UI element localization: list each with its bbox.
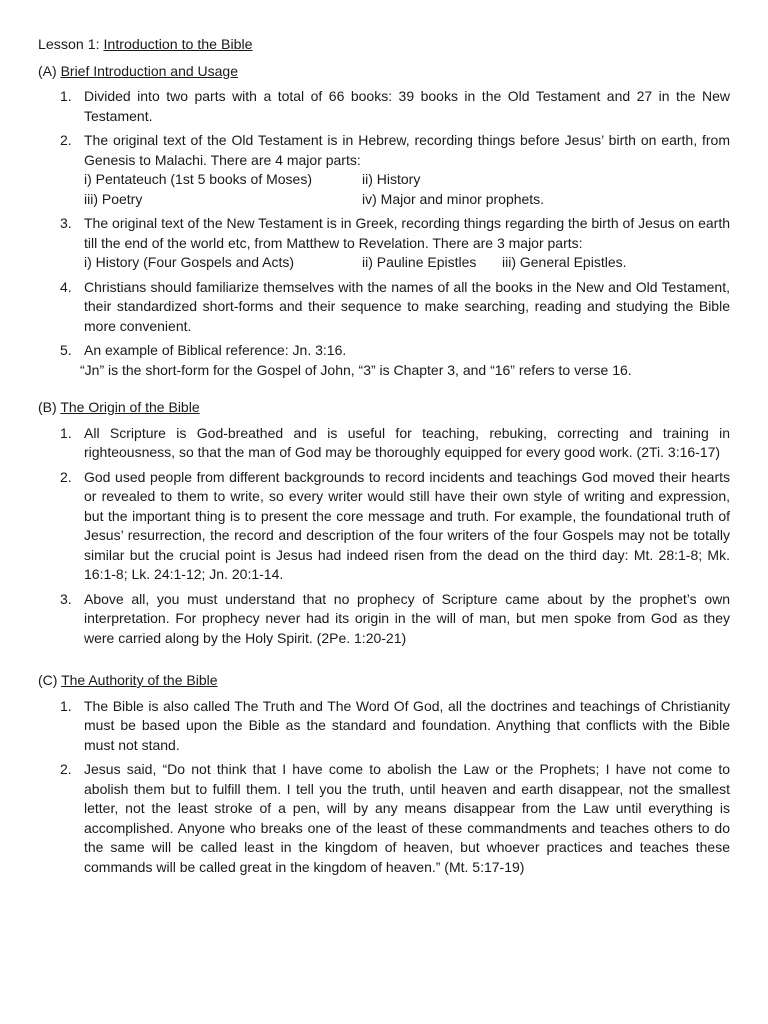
part-label: i) History (Four Gospels and Acts): [84, 254, 295, 270]
section-b-title: The Origin of the Bible: [60, 399, 200, 415]
item-number: 3.: [60, 215, 72, 231]
item-number: 1.: [60, 697, 72, 714]
reference-explanation: “Jn” is the short-form for the Gospel of John, “3” is Chapter 3, and “16” refers to verse 16.: [80, 361, 632, 378]
item-number: 4.: [60, 278, 72, 295]
list-item: [38, 760, 730, 877]
lesson-title-text: Introduction to the Bible: [103, 37, 253, 53]
lesson-prefix: Lesson 1:: [38, 37, 100, 53]
list-item: [38, 131, 730, 209]
section-c-heading: [38, 671, 730, 691]
list-item: [38, 697, 730, 756]
section-c-label: (C): [38, 672, 58, 688]
part-label: ii) History: [362, 171, 421, 187]
section-spacer: [38, 380, 730, 398]
item-number: 2.: [60, 132, 72, 148]
parts-row: [84, 170, 730, 190]
item-text: Christians should familiarize themselves with the names of all the books in the New and Old Testament, their standardized short-forms and their sequence to make searching, reading and studying the Bible more convenient.: [84, 278, 730, 334]
item-text: All Scripture is God-breathed and is useful for teaching, rebuking, correcting and training in righteousness, so that the man of God may be thoroughly equipped for every good work. (2Ti. 3:16-17): [84, 424, 730, 460]
lesson-title: [38, 36, 730, 56]
section-b-heading: [38, 398, 730, 418]
section-a-heading: [38, 62, 730, 82]
part-label: iii) General Epistles.: [502, 254, 627, 270]
item-text: Divided into two parts with a total of 66 books: 39 books in the Old Testament and 27 in the New Testament.: [84, 88, 730, 124]
section-b-label: (B): [38, 399, 57, 415]
item-text: The original text of the New Testament is in Greek, recording things regarding the birth of Jesus on earth till the end of the world etc, from Matthew to Revelation. There are 3 major parts:: [84, 215, 730, 251]
list-item: [38, 87, 730, 126]
section-c-list: [38, 697, 730, 878]
parts-row: [84, 253, 730, 273]
section-b: [38, 398, 730, 648]
section-a-label: (A): [38, 62, 57, 79]
section-a-title: Brief Introduction and Usage: [60, 62, 239, 79]
item-text: Above all, you must understand that no prophecy of Scripture came about by the prophet’s own interpretation. For prophecy never had its origin in the will of man, but men spoke from God as they were carried along by the Holy Spirit. (2Pe. 1:20-21): [84, 590, 730, 646]
section-a-list: [38, 87, 730, 361]
item-text: The original text of the Old Testament is in Hebrew, recording things before Jesus’ birth on earth, from Genesis to Malachi. There are 4 major parts:: [84, 132, 730, 168]
part-label: iv) Major and minor prophets.: [362, 190, 545, 207]
item-number: 1.: [60, 424, 72, 441]
section-c: [38, 671, 730, 877]
parts-row: [84, 190, 730, 210]
item-number: 5.: [60, 342, 72, 358]
list-item: [38, 278, 730, 337]
item-number: 2.: [60, 468, 72, 485]
list-item: [38, 468, 730, 585]
item-text: Jesus said, “Do not think that I have come to abolish the Law or the Prophets; I have not come to abolish them but to fulfill them. I tell you the truth, until heaven and earth disappear, not the smallest letter, not the least stroke of a pen, will by any means disappear from the Law until everything is accomplished. Anyone who breaks one of the least of these commandments and teaches others to do the same will be called least in the kingdom of heaven, but whoever practices and teaches these commands will be called great in the kingdom of heaven.” (Mt. 5:17-19): [84, 761, 730, 875]
item-number: 1.: [60, 88, 72, 104]
section-spacer: [38, 653, 730, 671]
section-c-title: The Authority of the Bible: [61, 672, 218, 688]
list-item: [38, 341, 730, 361]
item-number: 3.: [60, 590, 72, 607]
item-text: An example of Biblical reference: Jn. 3:16.: [84, 342, 347, 358]
item-text: The Bible is also called The Truth and The Word Of God, all the doctrines and teachings of Christianity must be based upon the Bible as the standard and foundation. Anything that conflicts with the Bible must not stand.: [84, 697, 730, 753]
section-b-list: [38, 424, 730, 649]
item-number: 2.: [60, 761, 72, 777]
list-item: [38, 214, 730, 273]
part-label: iii) Poetry: [84, 190, 143, 207]
item-text: God used people from different backgrounds to record incidents and teachings God moved their hearts or revealed to them to write, so every writer would still have their own style of writing and expression, but the important thing is to present the core message and truth. For example, the foundational truth of Jesus’ resurrection, the record and description of the four writers of the four Gospels may not be totally similar but the crucial point is Jesus had indeed risen from the dead on the third day: Mt. 28:1-8; Mk. 16:1-8; Lk. 24:1-12; Jn. 20:1-14.: [84, 468, 730, 582]
list-item: [38, 590, 730, 649]
part-label: ii) Pauline Epistles: [362, 254, 477, 270]
part-label: i) Pentateuch (1st 5 books of Moses): [84, 171, 312, 187]
list-item: [38, 424, 730, 463]
section-a: [38, 62, 730, 381]
